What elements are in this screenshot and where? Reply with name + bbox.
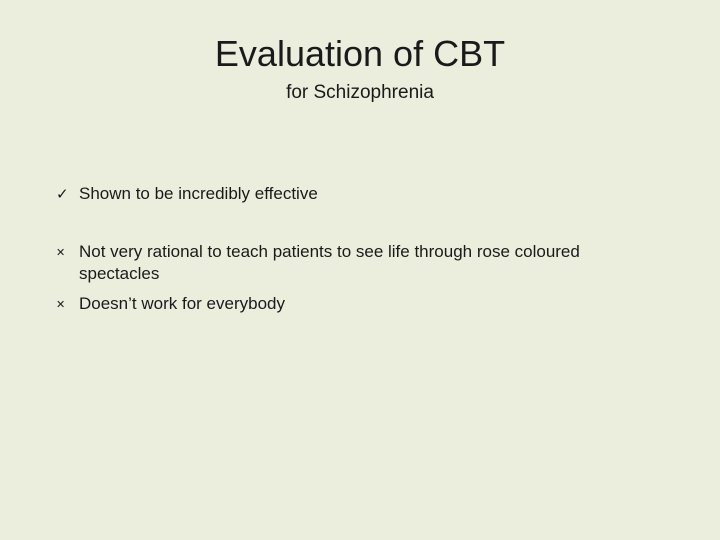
pro-bullet <box>56 183 656 205</box>
cons-list <box>56 241 656 323</box>
con-bullet <box>56 293 656 315</box>
cross-icon: ✕ <box>56 298 66 311</box>
cross-icon: ✕ <box>56 246 66 259</box>
con-bullet <box>56 241 656 285</box>
pros-list <box>56 183 656 213</box>
slide-subtitle: for Schizophrenia <box>286 82 434 103</box>
check-icon: ✓ <box>56 185 69 203</box>
con-text: Not very rational to teach patients to see life through rose coloured spectacles <box>79 242 580 283</box>
con-text: Doesn’t work for everybody <box>79 294 285 313</box>
pro-text: Shown to be incredibly effective <box>79 184 318 203</box>
slide-title: Evaluation of CBT <box>214 33 506 74</box>
